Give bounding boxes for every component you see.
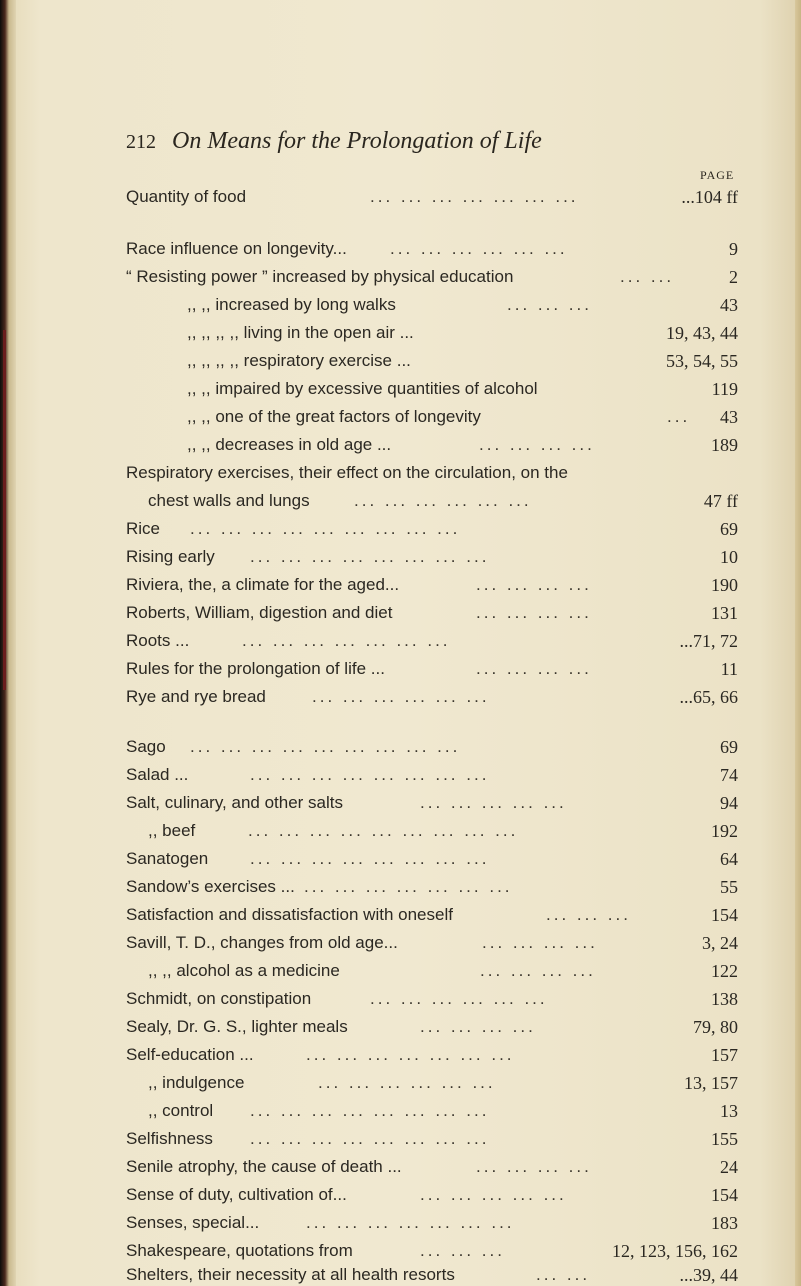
entry-leaders: ... ... — [536, 1265, 591, 1284]
entry-pages: 154 — [711, 905, 738, 925]
entry-leaders: ... ... ... ... — [476, 1157, 592, 1176]
entry-leaders: ... ... ... ... — [482, 933, 598, 952]
index-entry — [187, 350, 738, 372]
entry-leaders: ... ... ... ... — [480, 961, 596, 980]
entry-text: Roberts, William, digestion and diet — [126, 603, 393, 622]
entry-pages: 19, 43, 44 — [666, 323, 738, 343]
entry-pages: 131 — [711, 603, 738, 623]
entry-pages: 183 — [711, 1213, 738, 1233]
entry-pages: 189 — [711, 435, 738, 455]
entry-leaders: ... ... ... ... ... ... ... ... — [250, 547, 490, 566]
page-column-label: PAGE — [700, 168, 735, 182]
entry-pages: ...39, 44 — [679, 1265, 738, 1285]
entry-pages: 11 — [720, 659, 738, 679]
entry-text: Self-education ... — [126, 1045, 254, 1064]
entry-leaders: ... ... ... ... ... ... ... ... — [250, 765, 490, 784]
index-entry — [126, 1156, 738, 1178]
index-entry — [126, 1184, 738, 1206]
index-entry — [126, 1044, 738, 1066]
entry-text: Schmidt, on constipation — [126, 989, 312, 1008]
entry-pages: ...65, 66 — [679, 687, 738, 707]
entry-leaders: ... ... ... — [420, 1241, 505, 1260]
index-entry — [126, 848, 738, 870]
entry-text: Respiratory exercises, their effect on the circulation, on the — [126, 463, 568, 482]
index-entry — [126, 186, 738, 208]
entry-pages: 155 — [711, 1129, 738, 1149]
entry-pages: 119 — [711, 379, 738, 399]
index-entry — [126, 1128, 738, 1150]
entry-text: Sanatogen — [126, 849, 209, 868]
entry-leaders: ... ... ... ... ... ... ... ... ... — [190, 737, 461, 756]
index-entry — [187, 406, 738, 428]
index-entry — [148, 1100, 738, 1122]
entry-pages: 190 — [711, 575, 738, 595]
entry-pages: 2 — [729, 267, 738, 287]
entry-text: Sago — [126, 737, 166, 756]
entry-pages: 43 — [720, 295, 738, 315]
entry-text: Salad ... — [126, 765, 189, 784]
entry-leaders: ... ... ... ... ... ... — [312, 687, 490, 706]
entry-leaders: ... ... — [620, 267, 675, 286]
entry-pages: ...71, 72 — [679, 631, 738, 651]
entry-text: Shelters, their necessity at all health resorts — [126, 1265, 455, 1284]
entry-leaders: ... ... ... ... ... ... ... ... — [250, 1129, 490, 1148]
entry-text: Sandow’s exercises ... — [126, 877, 295, 896]
entry-pages: 47 ff — [703, 491, 738, 511]
entry-pages: 13 — [720, 1101, 738, 1121]
entry-text: ,, control — [148, 1101, 214, 1120]
entry-text: Shakespeare, quotations from — [126, 1241, 353, 1260]
index-entry — [126, 1240, 738, 1262]
entry-text: chest walls and lungs — [148, 491, 310, 510]
entry-text: Selfishness — [126, 1129, 213, 1148]
index-entry — [148, 490, 738, 512]
entry-pages: 55 — [720, 877, 738, 897]
index-entry — [126, 764, 738, 786]
entry-text: ,, ,, impaired by excessive quantities of alcohol — [187, 379, 538, 398]
entry-text: Rising early — [126, 547, 215, 566]
entry-text: Rules for the prolongation of life ... — [126, 659, 385, 678]
entry-leaders: ... ... ... ... ... ... ... — [370, 187, 579, 206]
entry-text: ,, ,, increased by long walks — [187, 295, 396, 314]
entry-leaders: ... ... ... ... ... ... ... — [242, 631, 451, 650]
index-entry — [126, 602, 738, 624]
index-entry — [126, 658, 738, 680]
entry-leaders: ... ... ... ... ... ... ... ... ... — [248, 821, 519, 840]
page-number: 212 — [126, 131, 156, 153]
entry-text: Race influence on longevity... — [126, 239, 347, 258]
entry-leaders: ... ... ... ... — [420, 1017, 536, 1036]
entry-leaders: ... ... ... — [507, 295, 592, 314]
entry-leaders: ... ... ... ... ... — [420, 793, 567, 812]
entry-text: Satisfaction and dissatisfaction with oneself — [126, 905, 453, 924]
entry-leaders: ... ... ... ... ... — [420, 1185, 567, 1204]
entry-pages: 69 — [720, 519, 738, 539]
index-entry — [126, 932, 738, 954]
entry-leaders: ... ... ... ... — [476, 659, 592, 678]
index-entry — [126, 792, 738, 814]
entry-leaders: ... ... ... ... ... ... ... ... ... — [190, 519, 461, 538]
index-entry — [126, 238, 738, 260]
index-entry — [187, 378, 738, 400]
entry-text: “ Resisting power ” increased by physical education — [126, 267, 514, 286]
entry-text: ,, ,, decreases in old age ... — [187, 435, 392, 454]
entry-pages: 79, 80 — [693, 1017, 738, 1037]
entry-text: Roots ... — [126, 631, 190, 650]
index-entry — [126, 266, 738, 288]
entry-text: ,, ,, one of the great factors of longevity — [187, 407, 481, 426]
entry-pages: 10 — [720, 547, 738, 567]
index-entry — [126, 462, 738, 484]
entry-pages: 69 — [720, 737, 738, 757]
index-entry — [187, 434, 738, 456]
entry-leaders: ... ... ... ... ... ... ... — [306, 1213, 515, 1232]
entry-text: Senile atrophy, the cause of death ... — [126, 1157, 402, 1176]
entry-pages: ...104 ff — [681, 187, 738, 207]
entry-pages: 122 — [711, 961, 738, 981]
running-title: On Means for the Prolongation of Life — [172, 128, 542, 154]
entry-leaders: ... ... ... ... ... ... — [390, 239, 568, 258]
entry-pages: 157 — [711, 1045, 738, 1065]
index-entry — [187, 322, 738, 344]
entry-text: Quantity of food — [126, 187, 247, 206]
index-entry — [148, 1072, 738, 1094]
entry-leaders: ... ... ... ... ... ... — [370, 989, 548, 1008]
index-entry — [126, 574, 738, 596]
entry-pages: 94 — [720, 793, 738, 813]
index-entry — [148, 820, 738, 842]
index-entry — [126, 546, 738, 568]
entry-text: ,, ,, alcohol as a medicine — [148, 961, 340, 980]
entry-pages: 64 — [720, 849, 738, 869]
entry-text: ,, ,, ,, ,, living in the open air ... — [187, 323, 414, 342]
entry-text: Savill, T. D., changes from old age... — [126, 933, 398, 952]
entry-pages: 43 — [720, 407, 738, 427]
entry-text: Rye and rye bread — [126, 687, 266, 706]
index-entry — [126, 518, 738, 540]
entry-leaders: ... ... ... ... — [476, 603, 592, 622]
index-entry — [126, 904, 738, 926]
entry-leaders: ... ... ... — [546, 905, 631, 924]
entry-leaders: ... ... ... ... ... ... — [318, 1073, 496, 1092]
entry-text: Riviera, the, a climate for the aged... — [126, 575, 400, 594]
entry-text: ,, ,, ,, ,, respiratory exercise ... — [187, 351, 411, 370]
index-entry — [126, 876, 738, 898]
entry-text: Senses, special... — [126, 1213, 260, 1232]
entry-pages: 138 — [711, 989, 738, 1009]
index-entry — [126, 1264, 738, 1286]
entry-text: Rice — [126, 519, 161, 538]
index-entry — [126, 736, 738, 758]
index-entry — [126, 686, 738, 708]
entry-pages: 13, 157 — [684, 1073, 738, 1093]
entry-text: Salt, culinary, and other salts — [126, 793, 344, 812]
entry-text: ,, beef — [148, 821, 196, 840]
entry-text: Sense of duty, cultivation of... — [126, 1185, 347, 1204]
entry-leaders: ... ... ... ... ... ... ... ... — [250, 849, 490, 868]
entry-pages: 74 — [720, 765, 738, 785]
index-entry — [126, 1212, 738, 1234]
entry-leaders: ... ... ... ... ... ... — [354, 491, 532, 510]
entry-leaders: ... ... ... ... ... ... ... — [306, 1045, 515, 1064]
index-entry — [187, 294, 738, 316]
entry-leaders: ... ... ... ... — [479, 435, 595, 454]
entry-leaders: ... ... ... ... — [476, 575, 592, 594]
entry-pages: 192 — [711, 821, 738, 841]
index-entry — [126, 988, 738, 1010]
entry-pages: 3, 24 — [702, 933, 738, 953]
index-entry — [126, 1016, 738, 1038]
entry-text: ,, indulgence — [148, 1073, 245, 1092]
entry-pages: 53, 54, 55 — [666, 351, 738, 371]
entry-text: Sealy, Dr. G. S., lighter meals — [126, 1017, 348, 1036]
entry-leaders: ... ... ... ... ... ... ... — [304, 877, 513, 896]
entry-pages: 24 — [720, 1157, 738, 1177]
entry-pages: 12, 123, 156, 162 — [612, 1241, 738, 1261]
entry-pages: 154 — [711, 1185, 738, 1205]
entry-leaders: ... ... ... ... ... ... ... ... — [250, 1101, 490, 1120]
index-entry — [148, 960, 738, 982]
index-entry — [126, 630, 738, 652]
entry-pages: 9 — [729, 239, 738, 259]
entry-leaders: ... — [667, 407, 691, 426]
